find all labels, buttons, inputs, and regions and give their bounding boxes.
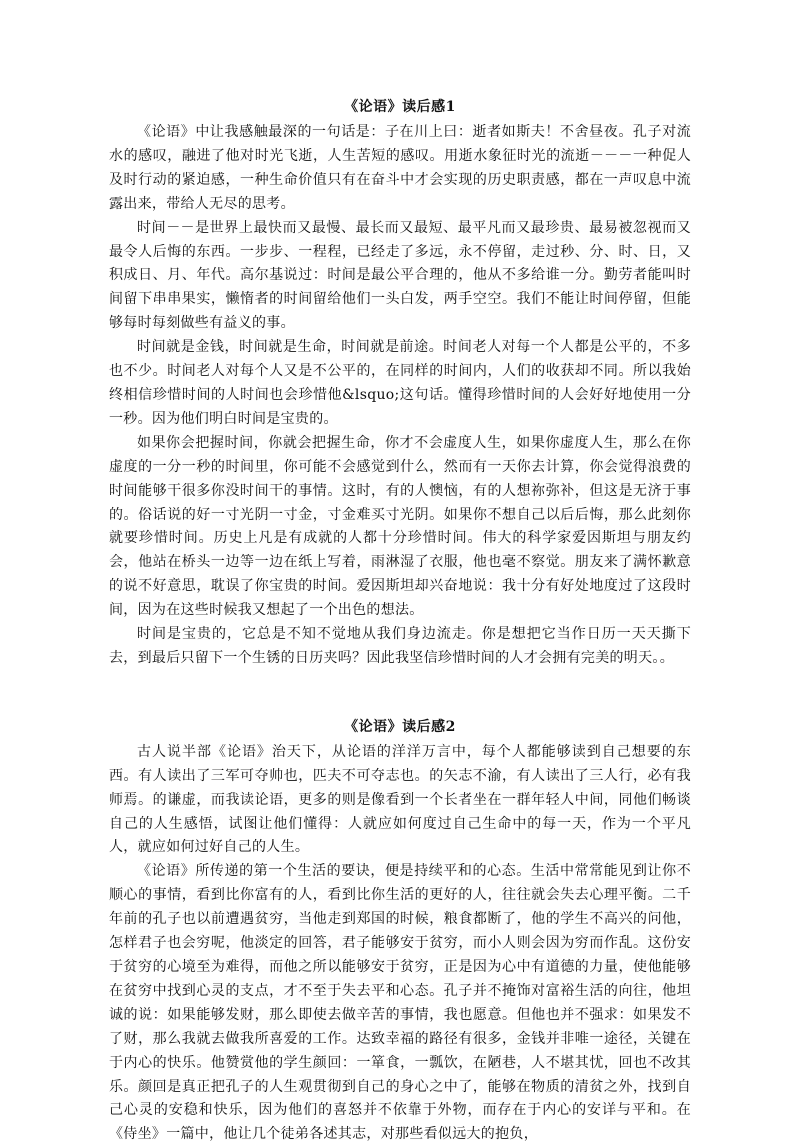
document-body	[109, 95, 691, 1147]
paragraph: 古人说半部《论语》治天下，从论语的洋洋万言中，每个人都能够读到自己想要的东西。有人读出了三军可夺帅也，匹夫不可夺志也。的矢志不渝，有人读出了三人行，必有我师焉。的谦虚，而我读论语，更多的则是像看到一个长者坐在一群年轻人中间，同他们畅谈自己的人生感悟，试图让他们懂得：人就应如何度过自己生命中的每一天，作为一个平凡人，就应如何过好自己的人生。	[109, 743, 691, 856]
section-title: 《论语》读后感2	[344, 718, 456, 735]
paragraph: 《论语》所传递的第一个生活的要诀，便是持续平和的心态。生活中常常能见到让你不顺心的事情，看到比你富有的人，看到比你生活的更好的人，往往就会失去心理平衡。二千年前的孔子也以前遭遇贫穷，当他走到郑国的时候，粮食都断了，他的学生不高兴的问他，怎样君子也会穷呢，他淡定的回答，君子能够安于贫穷，而小人则会因为穷而作乱。这份安于贫穷的心境至为难得，而他之所以能够安于贫穷，正是因为心中有道德的力量，使他能够在贫穷中找到心灵的支点，才不至于失去平和心态。孔子并不掩饰对富裕生活的向往，他坦诚的说：如果能够发财，那么即使去做辛苦的事情，我也愿意。但他也并不强求：如果发不了财，那么我就去做我所喜爱的工作。达致幸福的路径有很多，金钱并非唯一途径，关键在于内心的快乐。他赞赏他的学生颜回：一箪食，一瓢饮，在陋巷，人不堪其忧，回也不改其乐。颜回是真正把孔子的人生观贯彻到自己的身心之中了，能够在物质的清贫之外，找到自己心灵的安稳和快乐，因为他们的喜怒并不依靠于外物，而存在于内心的安详与平和。在《侍坐》一篇中，他让几个徒弟各述其志，对那些看似远大的抱负，	[109, 863, 691, 1143]
paragraph: 时间－－是世界上最快而又最慢、最长而又最短、最平凡而又最珍贵、最易被忽视而又最令人后悔的东西。一步步、一程程，已经走了多远，永不停留，走过秒、分、时、日，又积成日、月、年代。高尔基说过：时间是最公平合理的，他从不多给谁一分。勤劳者能叫时间留下串串果实，懒惰者的时间留给他们一头白发，两手空空。我们不能让时间停留，但能够每时每刻做些有益义的事。	[109, 219, 691, 332]
section-title: 《论语》读后感1	[344, 99, 456, 115]
paragraph: 时间就是金钱，时间就是生命，时间就是前途。时间老人对每一个人都是公平的，不多也不少。时间老人对每个人又是不公平的，在同样的时间内，人们的收获却不同。所以我始终相信珍惜时间的人时间也会珍惜他&lsquo;这句话。懂得珍惜时间的人会好好地使用一分一秒。因为他们明白时间是宝贵的。	[109, 339, 691, 427]
paragraph: 《论语》中让我感触最深的一句话是：子在川上曰：逝者如斯夫！不舍昼夜。孔子对流水的感叹，融进了他对时光飞逝，人生苦短的感叹。用逝水象征时光的流逝－－－一种促人及时行动的紧迫感，一种生命价值只有在奋斗中才会实现的历史职责感，都在一声叹息中流露出来，带给人无尽的思考。	[109, 124, 691, 212]
paragraph: 时间是宝贵的，它总是不知不觉地从我们身边流走。你是想把它当作日历一天天撕下去，到最后只留下一个生锈的日历夹吗？因此我坚信珍惜时间的人才会拥有完美的明天。。	[109, 626, 691, 666]
paragraph: 如果你会把握时间，你就会把握生命，你才不会虚度人生，如果你虚度人生，那么在你虚度的一分一秒的时间里，你可能不会感觉到什么，然而有一天你去计算，你会觉得浪费的时间能够干很多你没时间干的事情。这时，有的人懊恼，有的人想祢弥补，但这是无济于事的。俗话说的好一寸光阴一寸金，寸金难买寸光阴。如果你不想自己以后后悔，那么此刻你就要珍惜时间。历史上凡是有成就的人都十分珍惜时间。伟大的科学家爱因斯坦与朋友约会，他站在桥头一边等一边在纸上写着，雨淋湿了衣服，他也毫不察觉。朋友来了满怀歉意的说不好意思，耽误了你宝贵的时间。爱因斯坦却兴奋地说：我十分有好处地度过了这段时间，因为在这些时候我又想起了一个出色的想法。	[109, 434, 691, 619]
essay-section-2	[109, 715, 691, 1147]
essay-section-1	[109, 95, 691, 671]
